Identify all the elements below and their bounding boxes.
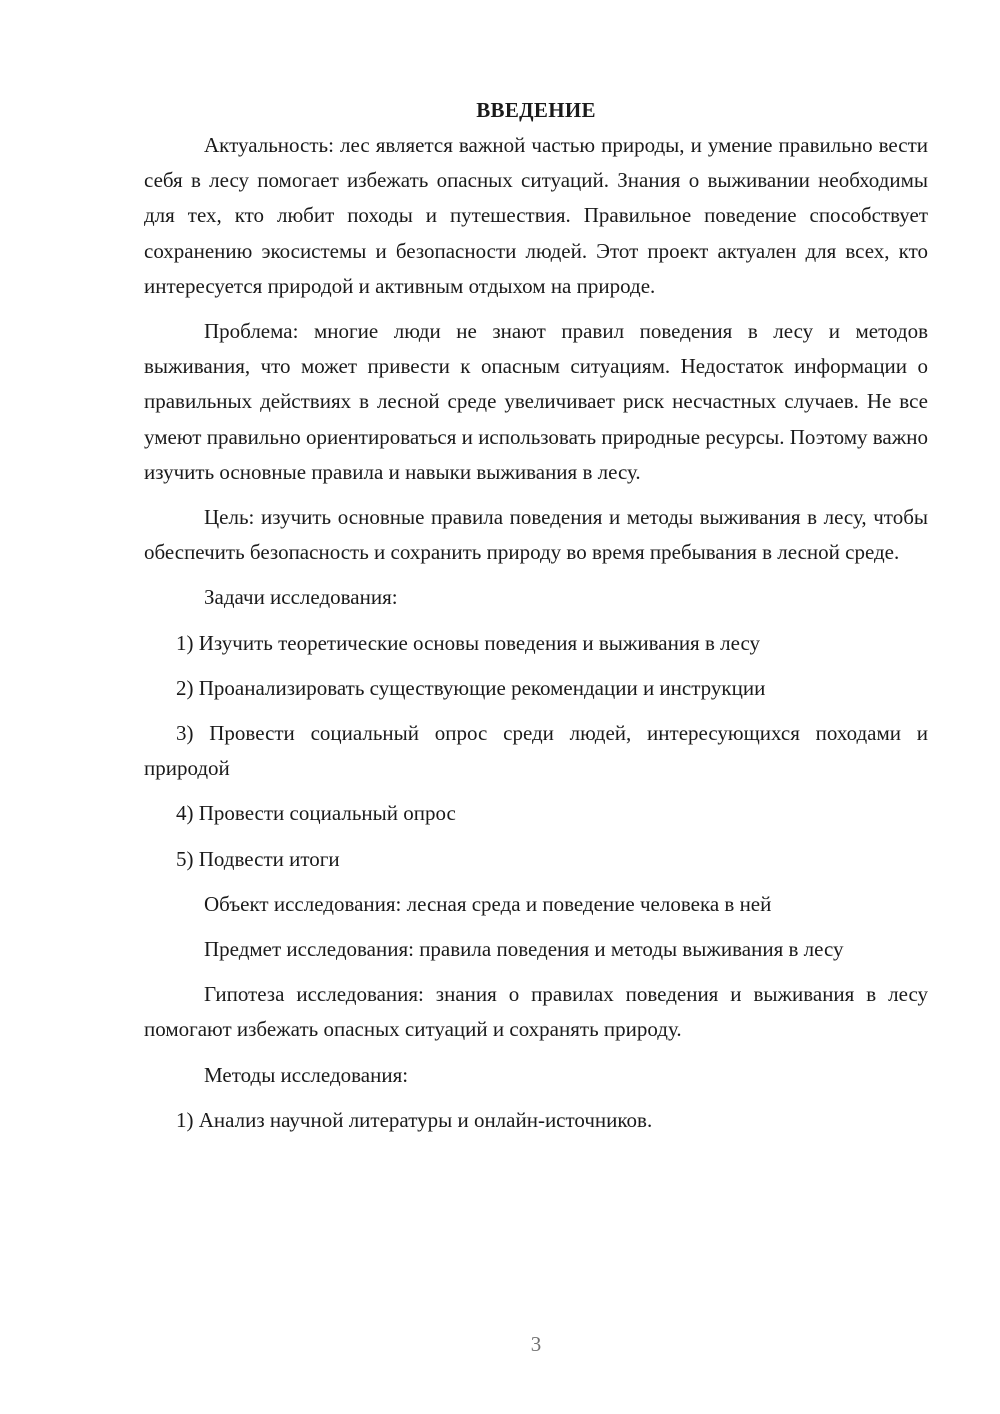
document-page — [144, 92, 928, 1148]
paragraph-problem: Проблема: многие люди не знают правил поведения в лесу и методов выживания, что может привести к опасным ситуациям. Недостаток информации о правильных действиях в лесной среде увеличивает риск несчастных случаев. Не все умеют правильно ориентироваться и использовать природные ресурсы. Поэтому важно изучить основные правила и навыки выживания в лесу. — [144, 319, 928, 484]
method-item-1: 1) Анализ научной литературы и онлайн-источников. — [176, 1107, 653, 1132]
task-item-2: 2) Проанализировать существующие рекомендации и инструкции — [176, 675, 766, 700]
paragraph-hypothesis: Гипотеза исследования: знания о правилах поведения и выживания в лесу помогают избежать опасных ситуаций и сохранять природу. — [144, 982, 928, 1042]
task-item-5: 5) Подвести итоги — [176, 846, 340, 871]
task-item-3: 3) Провести социальный опрос среди людей, интересующихся походами и природой — [144, 721, 928, 781]
task-item-1: 1) Изучить теоретические основы поведения и выживания в лесу — [176, 630, 761, 655]
paragraph-relevance: Актуальность: лес является важной частью природы, и умение правильно вести себя в лесу помогает избежать опасных ситуаций. Знания о выживании необходимы для тех, кто любит походы и путешествия. Правильное поведение способствует сохранению экосистемы и безопасности людей. Этот проект актуален для всех, кто интересуется природой и активным отдыхом на природе. — [144, 133, 928, 298]
page-number: 3 — [530, 1332, 542, 1356]
paragraph-object: Объект исследования: лесная среда и поведение человека в ней — [204, 891, 772, 916]
methods-heading: Методы исследования: — [204, 1062, 409, 1087]
paragraph-subject: Предмет исследования: правила поведения и методы выживания в лесу — [204, 937, 844, 962]
task-item-4: 4) Провести социальный опрос — [176, 801, 456, 826]
paragraph-goal: Цель: изучить основные правила поведения и методы выживания в лесу, чтобы обеспечить безопасность и сохранить природу во время пребывания в лесной среде. — [144, 505, 928, 565]
tasks-heading: Задачи исследования: — [204, 585, 398, 610]
section-title: ВВЕДЕНИЕ — [476, 98, 596, 122]
